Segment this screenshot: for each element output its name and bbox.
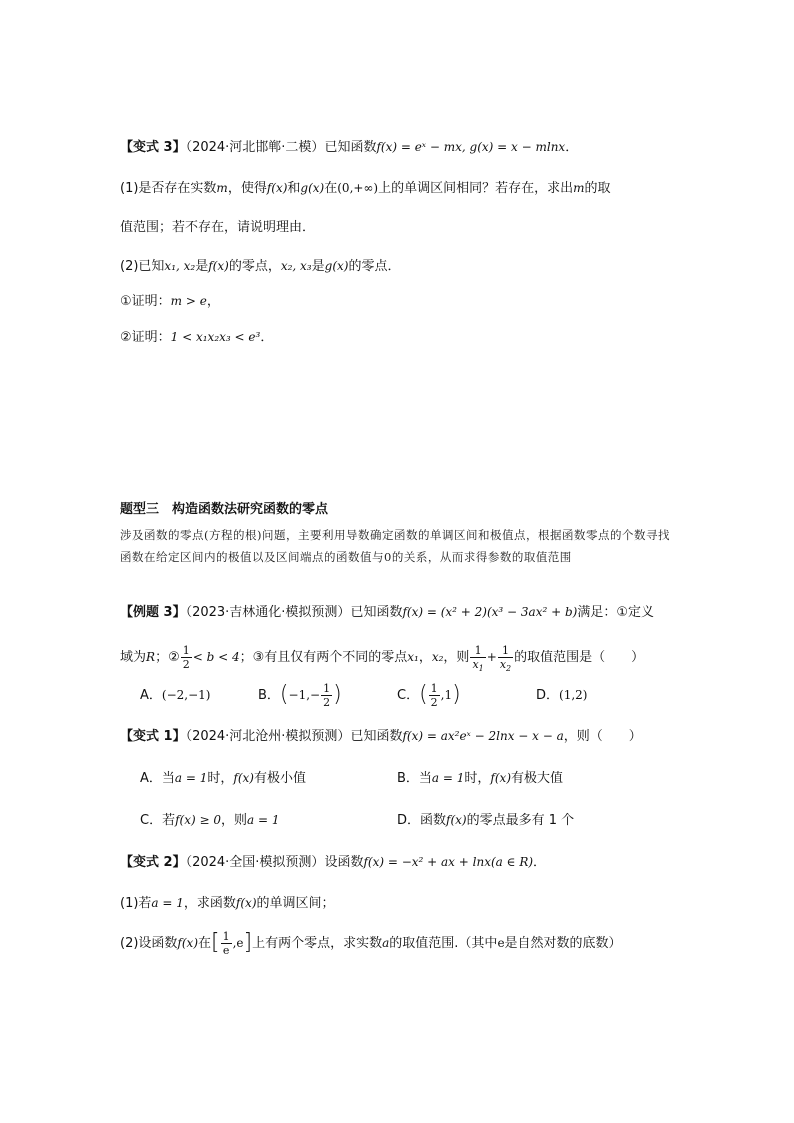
text: 在 <box>198 936 212 951</box>
source: （2024·全国·模拟预测） <box>185 855 325 870</box>
source: （2023·吉林通化·模拟预测） <box>185 605 351 620</box>
text: 的零点， <box>228 259 281 274</box>
fraction-1-over-x2: $\frac{1}{x_2}$ <box>499 643 512 673</box>
variant-1-option-d[interactable] <box>397 810 574 831</box>
text: C．若 <box>140 813 176 828</box>
text: 已知函数 <box>350 729 403 744</box>
text: ，则（ ） <box>563 729 642 744</box>
math-e: e <box>497 936 505 950</box>
text: (2)已知 <box>120 259 165 274</box>
label: A． <box>140 688 162 703</box>
variant-3-stem <box>120 137 578 158</box>
text: 设函数 <box>324 855 364 870</box>
math: < b < 4 <box>192 650 240 664</box>
text: ． <box>533 855 547 870</box>
math-R: R <box>146 650 156 664</box>
text: 时， <box>464 771 491 786</box>
fraction-one-half: $\frac{1}{2}$ <box>182 644 190 671</box>
text: 的零点最多有 1 个 <box>466 813 575 828</box>
text: 上有两个零点，求实数 <box>252 936 383 951</box>
text: ①证明： <box>120 294 171 309</box>
variant-2-question-1 <box>120 893 335 914</box>
value: ,1 <box>440 688 453 702</box>
text: 是 <box>311 259 325 274</box>
value: (1,2) <box>559 688 588 702</box>
text: 的取 <box>584 181 611 196</box>
option-a[interactable] <box>140 680 210 711</box>
math-m: m <box>573 181 585 195</box>
math: f(x) <box>235 896 257 910</box>
text: 时， <box>207 771 234 786</box>
math: f(x) <box>233 771 254 785</box>
text: A．当 <box>140 771 175 786</box>
text: (2)设函数 <box>120 936 178 951</box>
math-a: a <box>382 936 390 950</box>
variant-2-question-2: (2)设函数f(x)在[ $\frac{1}{e}$ ,e]上有两个零点，求实数a的取值范围.（其中e是自然对数的底数） <box>120 929 622 957</box>
text: 在 <box>324 181 338 196</box>
math: f(x) ≥ 0 <box>175 813 221 827</box>
text: 值范围；若不存在，请说明理由． <box>120 220 316 235</box>
text: 的取值范围是（ ） <box>514 650 645 665</box>
math: f(x) <box>490 771 511 785</box>
text: 是自然对数的底数） <box>504 936 622 951</box>
math: m > e <box>170 294 207 308</box>
text: 的单调区间； <box>256 896 335 911</box>
text: 已知函数 <box>350 605 403 620</box>
math: 1 < x₁x₂x₃ < e³ <box>170 330 261 344</box>
variant-3-question-2 <box>120 256 400 277</box>
option-d[interactable] <box>536 680 587 711</box>
math-expression: f(x) = eˣ − mx, g(x) = x − mlnx <box>376 140 566 154</box>
variant-3-proof-2 <box>120 327 273 348</box>
variant-1-option-a[interactable] <box>140 768 306 789</box>
text: ， <box>418 650 432 665</box>
label: B． <box>258 688 280 703</box>
math-m: m <box>216 181 228 195</box>
text: ，使得 <box>227 181 267 196</box>
value: (−2,−1) <box>161 688 211 702</box>
math-x23: x₂, x₃ <box>280 259 312 273</box>
text: 的零点． <box>348 259 401 274</box>
text: ． <box>260 330 274 345</box>
example-3-conditions: 域为R；② $\frac{1}{2}$ < b < 4；③有且仅有两个不同的零点x₁，x₂，则 $\frac{1}{x_1}$ + $\frac{1}{x_2}$ 的取值范围是（ ） <box>120 643 645 673</box>
text: (1)若 <box>120 896 152 911</box>
text: D．函数 <box>397 813 447 828</box>
math-x12: x₁, x₂ <box>164 259 196 273</box>
math-x2: x₂ <box>431 650 444 664</box>
math-f: f(x) <box>208 259 229 273</box>
variant-tag: 【变式 3】 <box>120 140 186 155</box>
text: 域为 <box>120 650 147 665</box>
section-intro: 涉及函数的零点(方程的根)问题，主要利用导数确定函数的单调区间和极值点，根据函数零点的个数寻找函数在给定区间内的极值以及区间端点的函数值与0的关系，从而求得参数的取值范围 <box>120 528 670 564</box>
variant-tag: 【变式 1】 <box>120 729 186 744</box>
math: a = 1 <box>246 813 280 827</box>
punct: ． <box>565 140 579 155</box>
fraction-1-over-e: $\frac{1}{e}$ <box>222 930 230 957</box>
math-g: g(x) <box>300 181 325 195</box>
text: 和 <box>287 181 301 196</box>
text: 的取值范围.（其中 <box>389 936 498 951</box>
math-expression: f(x) = (x² + 2)(x³ − 3ax² + b) <box>402 605 578 619</box>
text: ；② <box>155 650 180 665</box>
stem-text: 已知函数 <box>324 140 377 155</box>
text: ， <box>206 294 220 309</box>
math-x1: x₁ <box>407 650 419 664</box>
example-3-stem <box>120 602 654 623</box>
math-expression: f(x) = −x² + ax + lnx(a ∈ R) <box>363 855 534 869</box>
text: (1)是否存在实数 <box>120 181 217 196</box>
text: 上的单调区间相同？若存在，求出 <box>378 181 574 196</box>
variant-3-proof-1 <box>120 291 220 312</box>
variant-2-stem <box>120 852 546 873</box>
math-interval: ,e <box>232 936 244 950</box>
text: ，则 <box>443 650 470 665</box>
variant-3-question-1 <box>120 178 611 199</box>
text: B．当 <box>397 771 432 786</box>
math-g: g(x) <box>324 259 349 273</box>
math: a = 1 <box>151 896 184 910</box>
option-b[interactable]: B．(−1,− $\frac{1}{2}$ ) <box>258 681 342 709</box>
source: （2024·河北邯郸·二模） <box>185 140 325 155</box>
text: ②证明： <box>120 330 171 345</box>
example-tag: 【例题 3】 <box>120 605 186 620</box>
section-heading: 题型三 构造函数法研究函数的零点 <box>120 502 329 517</box>
label: D． <box>536 688 560 703</box>
math: a = 1 <box>431 771 465 785</box>
text: 有极大值 <box>511 771 564 786</box>
math: f(x) <box>446 813 467 827</box>
variant-1-option-b[interactable] <box>397 768 563 789</box>
math-expression: f(x) = ax²eˣ − 2lnx − x − a <box>402 729 564 743</box>
variant-tag: 【变式 2】 <box>120 855 186 870</box>
text: 满足：①定义 <box>577 605 654 620</box>
option-c[interactable]: C．( $\frac{1}{2}$ ,1) <box>397 681 461 709</box>
text: 有极小值 <box>253 771 306 786</box>
variant-3-question-1-cont <box>120 218 315 238</box>
variant-1-stem <box>120 726 642 747</box>
text: ；③有且仅有两个不同的零点 <box>239 650 408 665</box>
math-f: f(x) <box>266 181 288 195</box>
text: 是 <box>195 259 209 274</box>
math-interval: (0,+∞) <box>337 181 379 195</box>
fraction-1-over-x1: $\frac{1}{x_1}$ <box>472 643 484 673</box>
math: f(x) <box>177 936 198 950</box>
label: C． <box>397 688 420 703</box>
variant-1-option-c[interactable] <box>140 810 279 831</box>
math: a = 1 <box>174 771 208 785</box>
source: （2024·河北沧州·模拟预测） <box>185 729 351 744</box>
value: −1,− <box>288 688 321 702</box>
text: ，则 <box>220 813 247 828</box>
text: ，求函数 <box>183 896 236 911</box>
